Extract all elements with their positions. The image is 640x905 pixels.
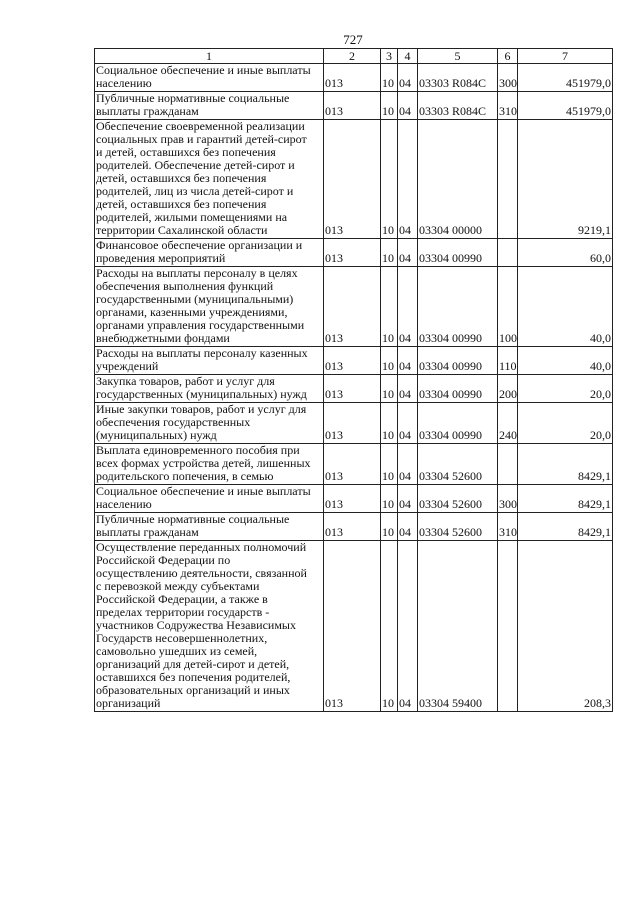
column-header: 2 xyxy=(324,49,381,64)
row-value-cell: 04 xyxy=(398,64,418,92)
row-value-cell: 100 xyxy=(498,267,518,347)
row-value-cell: 10 xyxy=(381,239,398,267)
row-value-cell: 8429,1 xyxy=(518,513,613,541)
row-value-cell: 013 xyxy=(324,347,381,375)
row-value-cell: 013 xyxy=(324,64,381,92)
row-value-cell: 10 xyxy=(381,64,398,92)
row-value-cell: 013 xyxy=(324,513,381,541)
budget-table xyxy=(94,48,613,712)
row-value-cell: 10 xyxy=(381,120,398,239)
row-value-cell: 03304 52600 xyxy=(418,444,498,485)
row-value-cell: 04 xyxy=(398,267,418,347)
table-row xyxy=(95,267,613,347)
row-value-cell: 04 xyxy=(398,513,418,541)
column-header: 1 xyxy=(95,49,324,64)
row-value-cell: 013 xyxy=(324,92,381,120)
row-value-cell: 04 xyxy=(398,347,418,375)
row-name-cell: Публичные нормативные социальные выплаты гражданам xyxy=(95,92,324,120)
row-value-cell: 10 xyxy=(381,92,398,120)
row-name-cell: Обеспечение своевременной реализации социальных прав и гарантий детей-сирот и детей, оставшихся без попечения родителей. Обеспечение детей-сирот и детей, оставшихся без попечения родителей, лиц из числа детей-сирот и детей, оставшихся без попечения родителей, жилыми помещениями на территории Сахалинской области xyxy=(95,120,324,239)
table-row xyxy=(95,92,613,120)
row-value-cell: 9219,1 xyxy=(518,120,613,239)
row-value-cell xyxy=(498,444,518,485)
row-value-cell: 40,0 xyxy=(518,267,613,347)
page-number: 727 xyxy=(343,32,363,47)
row-value-cell: 03304 00000 xyxy=(418,120,498,239)
table-row xyxy=(95,375,613,403)
row-name-cell: Публичные нормативные социальные выплаты гражданам xyxy=(95,513,324,541)
row-value-cell: 20,0 xyxy=(518,375,613,403)
row-value-cell: 013 xyxy=(324,485,381,513)
row-value-cell: 013 xyxy=(324,403,381,444)
row-value-cell: 013 xyxy=(324,444,381,485)
row-value-cell: 04 xyxy=(398,239,418,267)
row-name-cell: Социальное обеспечение и иные выплаты населению xyxy=(95,485,324,513)
row-value-cell: 03304 00990 xyxy=(418,267,498,347)
row-value-cell: 40,0 xyxy=(518,347,613,375)
row-value-cell: 03304 00990 xyxy=(418,347,498,375)
row-value-cell: 013 xyxy=(324,239,381,267)
table-row xyxy=(95,513,613,541)
row-name-cell: Расходы на выплаты персоналу в целях обеспечения выполнения функций государственными (муниципальными) органами, казенными учреждениями, органами управления государственными внебюджетными фондами xyxy=(95,267,324,347)
table-row xyxy=(95,64,613,92)
table-row xyxy=(95,485,613,513)
column-header: 7 xyxy=(518,49,613,64)
row-value-cell: 03304 00990 xyxy=(418,375,498,403)
row-name-cell: Расходы на выплаты персоналу казенных учреждений xyxy=(95,347,324,375)
row-value-cell: 03303 R084C xyxy=(418,92,498,120)
row-value-cell: 03303 R084C xyxy=(418,64,498,92)
row-value-cell xyxy=(498,120,518,239)
row-value-cell: 310 xyxy=(498,513,518,541)
row-value-cell: 03304 00990 xyxy=(418,403,498,444)
row-value-cell: 013 xyxy=(324,120,381,239)
row-value-cell: 200 xyxy=(498,375,518,403)
row-value-cell: 110 xyxy=(498,347,518,375)
column-header: 4 xyxy=(398,49,418,64)
row-name-cell: Осуществление переданных полномочий Российской Федерации по осуществлению деятельности, связанной с перевозкой между субъектами Российской Федерации, а также в пределах территории государств - участников Содружества Независимых Государств несовершеннолетних, самовольно ушедших из семей, организаций для детей-сирот и детей, оставшихся без попечения родителей, образовательных организаций и иных организаций xyxy=(95,541,324,712)
row-value-cell: 03304 52600 xyxy=(418,513,498,541)
row-name-cell: Иные закупки товаров, работ и услуг для обеспечения государственных (муниципальных) нужд xyxy=(95,403,324,444)
table-body xyxy=(95,64,613,712)
row-value-cell: 10 xyxy=(381,267,398,347)
row-name-cell: Закупка товаров, работ и услуг для государственных (муниципальных) нужд xyxy=(95,375,324,403)
row-value-cell: 03304 52600 xyxy=(418,485,498,513)
row-value-cell: 8429,1 xyxy=(518,485,613,513)
row-value-cell: 208,3 xyxy=(518,541,613,712)
row-value-cell: 04 xyxy=(398,403,418,444)
row-value-cell: 013 xyxy=(324,267,381,347)
table-row xyxy=(95,541,613,712)
table-row xyxy=(95,347,613,375)
column-header: 3 xyxy=(381,49,398,64)
table-row xyxy=(95,444,613,485)
row-value-cell: 451979,0 xyxy=(518,64,613,92)
row-value-cell: 04 xyxy=(398,120,418,239)
row-value-cell: 013 xyxy=(324,541,381,712)
column-header: 6 xyxy=(498,49,518,64)
row-value-cell xyxy=(498,541,518,712)
row-value-cell xyxy=(498,239,518,267)
table-row xyxy=(95,120,613,239)
row-value-cell: 300 xyxy=(498,485,518,513)
row-value-cell: 04 xyxy=(398,485,418,513)
row-value-cell: 10 xyxy=(381,375,398,403)
row-name-cell: Финансовое обеспечение организации и проведения мероприятий xyxy=(95,239,324,267)
row-value-cell: 10 xyxy=(381,347,398,375)
table-header-row xyxy=(95,49,613,64)
row-name-cell: Социальное обеспечение и иные выплаты населению xyxy=(95,64,324,92)
row-value-cell: 10 xyxy=(381,444,398,485)
table-row xyxy=(95,239,613,267)
row-value-cell: 04 xyxy=(398,541,418,712)
row-value-cell: 03304 59400 xyxy=(418,541,498,712)
row-value-cell: 03304 00990 xyxy=(418,239,498,267)
row-value-cell: 310 xyxy=(498,92,518,120)
row-value-cell: 300 xyxy=(498,64,518,92)
row-value-cell: 013 xyxy=(324,375,381,403)
row-value-cell: 10 xyxy=(381,403,398,444)
row-value-cell: 8429,1 xyxy=(518,444,613,485)
row-value-cell: 10 xyxy=(381,541,398,712)
row-value-cell: 04 xyxy=(398,375,418,403)
row-value-cell: 60,0 xyxy=(518,239,613,267)
column-header: 5 xyxy=(418,49,498,64)
row-value-cell: 10 xyxy=(381,513,398,541)
table-row xyxy=(95,403,613,444)
row-value-cell: 10 xyxy=(381,485,398,513)
row-value-cell: 240 xyxy=(498,403,518,444)
row-value-cell: 04 xyxy=(398,444,418,485)
row-name-cell: Выплата единовременного пособия при всех формах устройства детей, лишенных родительского попечения, в семью xyxy=(95,444,324,485)
row-value-cell: 04 xyxy=(398,92,418,120)
row-value-cell: 20,0 xyxy=(518,403,613,444)
row-value-cell: 451979,0 xyxy=(518,92,613,120)
